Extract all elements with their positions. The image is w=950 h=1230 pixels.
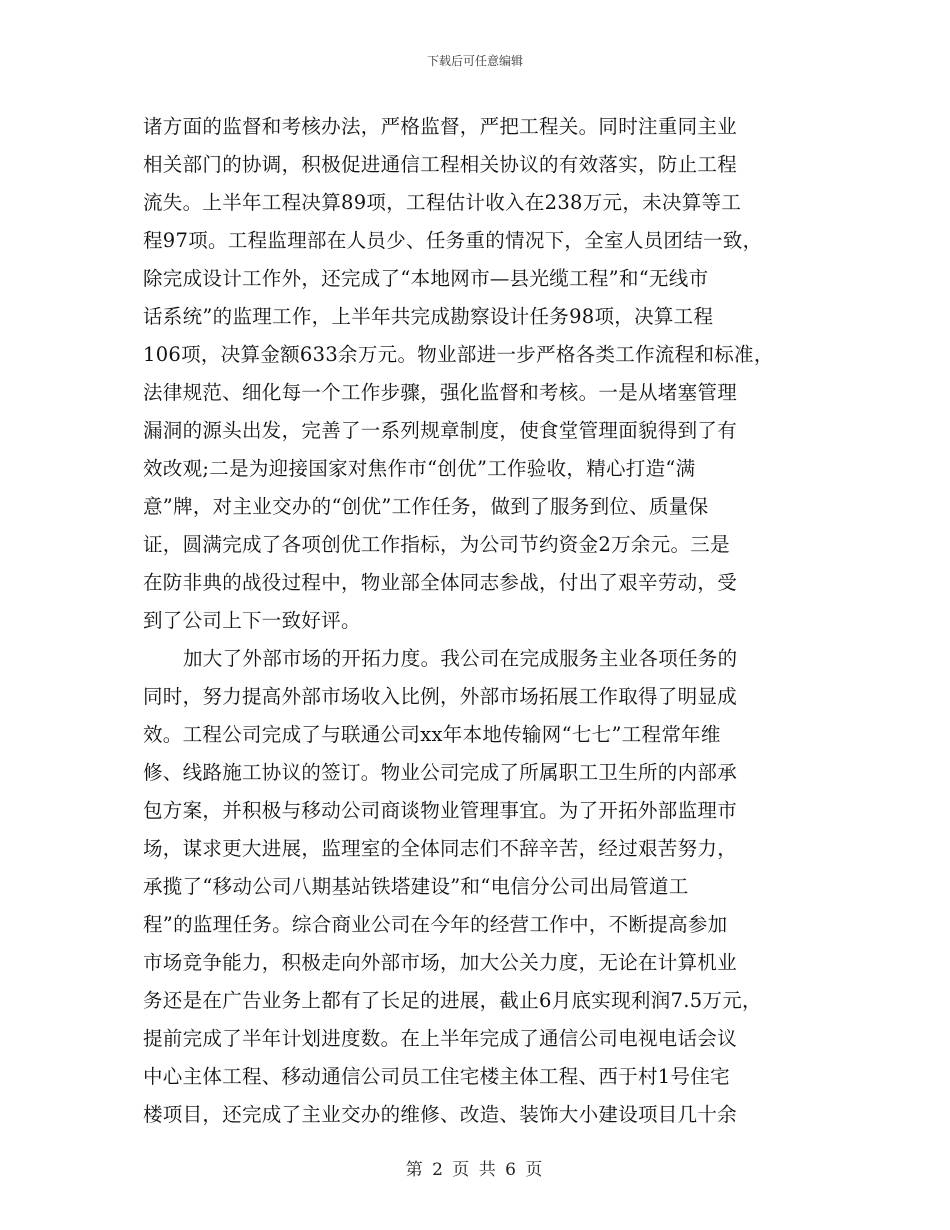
text-line: 程97项。工程监理部在人员少、任务重的情况下，全室人员团结一致， [143,229,763,252]
text-line: 流失。上半年工程决算89项，工程估计收入在238万元，未决算等工 [143,191,742,214]
text-line: 漏洞的源头出发，完善了一系列规章制度，使食堂管理面貌得到了有 [143,419,738,442]
text-line: 程”的监理任务。综合商业公司在今年的经营工作中，不断提高参加 [143,913,728,936]
text-line: 效。工程公司完成了与联通公司xx年本地传输网“七七”工程常年维 [143,723,721,746]
text-line: 意”牌，对主业交办的“创优”工作任务，做到了服务到位、质量保 [143,495,709,518]
document-body [143,108,808,1134]
text-line: 在防非典的战役过程中，物业部全体同志参战，付出了艰辛劳动，受 [143,571,738,594]
text-line: 106项，决算金额633余万元。物业部进一步严格各类工作流程和标准， [143,343,774,366]
text-line: 证，圆满完成了各项创优工作指标，为公司节约资金2万余元。三是 [143,533,730,556]
page-header: 下载后可任意编辑 [426,54,523,68]
text-line: 相关部门的协调，积极促进通信工程相关协议的有效落实，防止工程 [143,153,738,176]
text-line: 包方案，并积极与移动公司商谈物业管理事宜。为了开拓外部监理市 [143,799,738,822]
paragraph-start-line: 加大了外部市场的开拓力度。我公司在完成服务主业各项任务的 [183,647,738,670]
page-number: 第 2 页 共 6 页 [405,1160,545,1180]
text-line: 务还是在广告业务上都有了长足的进展，截止6月底实现利润7.5万元， [143,989,762,1012]
text-line: 中心主体工程、移动通信公司员工住宅楼主体工程、西于村1号住宅 [143,1065,730,1088]
text-line: 诸方面的监督和考核办法，严格监督，严把工程关。同时注重同主业 [143,115,738,138]
text-line: 修、线路施工协议的签订。物业公司完成了所属职工卫生所的内部承 [143,761,738,784]
text-line: 市场竞争能力，积极走向外部市场，加大公关力度，无论在计算机业 [143,951,738,974]
text-line: 除完成设计工作外，还完成了“本地网市—县光缆工程”和“无线市 [143,267,709,290]
text-line: 场，谋求更大进展，监理室的全体同志们不辞辛苦，经过艰苦努力， [143,837,738,860]
text-line: 法律规范、细化每一个工作步骤，强化监督和考核。一是从堵塞管理 [143,381,738,404]
text-line: 承揽了“移动公司八期基站铁塔建设”和“电信分公司出局管道工 [143,875,689,898]
text-line: 楼项目，还完成了主业交办的维修、改造、装饰大小建设项目几十余 [143,1103,738,1126]
text-line: 提前完成了半年计划进度数。在上半年完成了通信公司电视电话会议 [143,1027,738,1050]
text-line: 同时，努力提高外部市场收入比例，外部市场拓展工作取得了明显成 [143,685,738,708]
text-line: 到了公司上下一致好评。 [143,609,361,632]
text-line: 效改观;二是为迎接国家对焦作市“创优”工作验收，精心打造“满 [143,457,696,480]
text-line: 话系统”的监理工作，上半年共完成勘察设计任务98项，决算工程 [143,305,714,328]
